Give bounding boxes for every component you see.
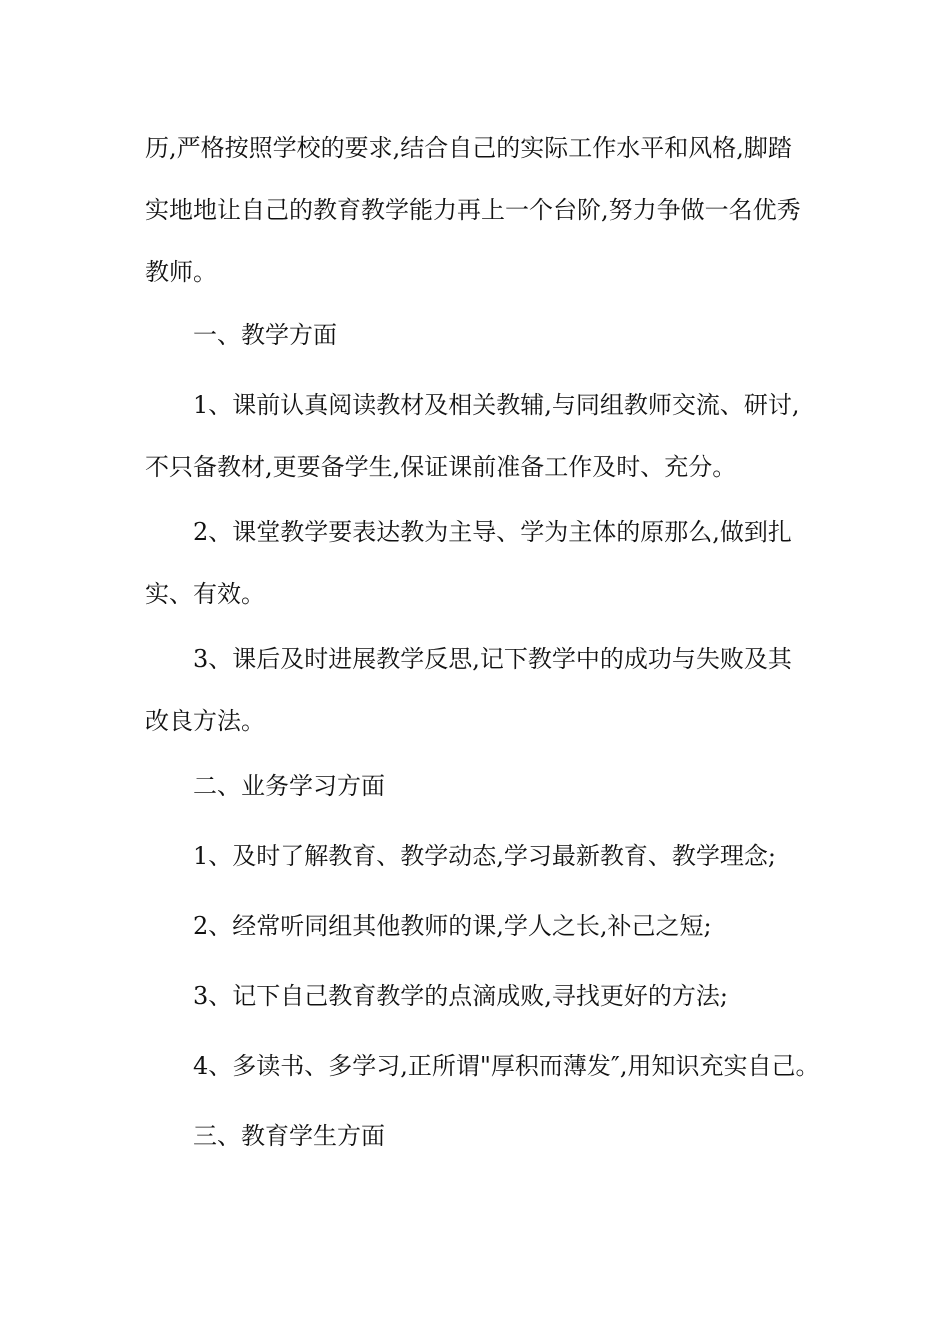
paragraph-teaching-2 — [145, 501, 825, 625]
section-heading-student-education: 三、教育学生方面 — [193, 1122, 385, 1150]
paragraph-intro — [145, 117, 825, 303]
text-line: 实、有效。 — [145, 580, 265, 608]
text-line: 3、课后及时进展教学反思,记下教学中的成功与失败及其 — [193, 645, 792, 673]
text-line: 历,严格按照学校的要求,结合自己的实际工作水平和风格,脚踏 — [145, 134, 792, 162]
paragraph-teaching-3 — [145, 628, 825, 752]
section-heading-teaching: 一、教学方面 — [193, 321, 337, 349]
paragraph-study-1: 1、及时了解教育、教学动态,学习最新教育、教学理念; — [193, 842, 776, 870]
text-line: 实地地让自己的教育教学能力再上一个台阶,努力争做一名优秀 — [145, 196, 801, 224]
text-line: 改良方法。 — [145, 707, 265, 735]
text-line: 1、课前认真阅读教材及相关教辅,与同组教师交流、研讨, — [193, 391, 800, 419]
paragraph-teaching-1 — [145, 374, 825, 498]
paragraph-study-2: 2、经常听同组其他教师的课,学人之长,补己之短; — [193, 912, 712, 940]
text-line: 不只备教材,更要备学生,保证课前准备工作及时、充分。 — [145, 453, 737, 481]
paragraph-study-4: 4、多读书、多学习,正所谓"厚积而薄发″,用知识充实自己。 — [193, 1052, 820, 1080]
text-line: 教师。 — [145, 258, 217, 286]
paragraph-study-3: 3、记下自己教育教学的点滴成败,寻找更好的方法; — [193, 982, 728, 1010]
section-heading-professional-study: 二、业务学习方面 — [193, 772, 385, 800]
text-line: 2、课堂教学要表达教为主导、学为主体的原那么,做到扎 — [193, 518, 792, 546]
